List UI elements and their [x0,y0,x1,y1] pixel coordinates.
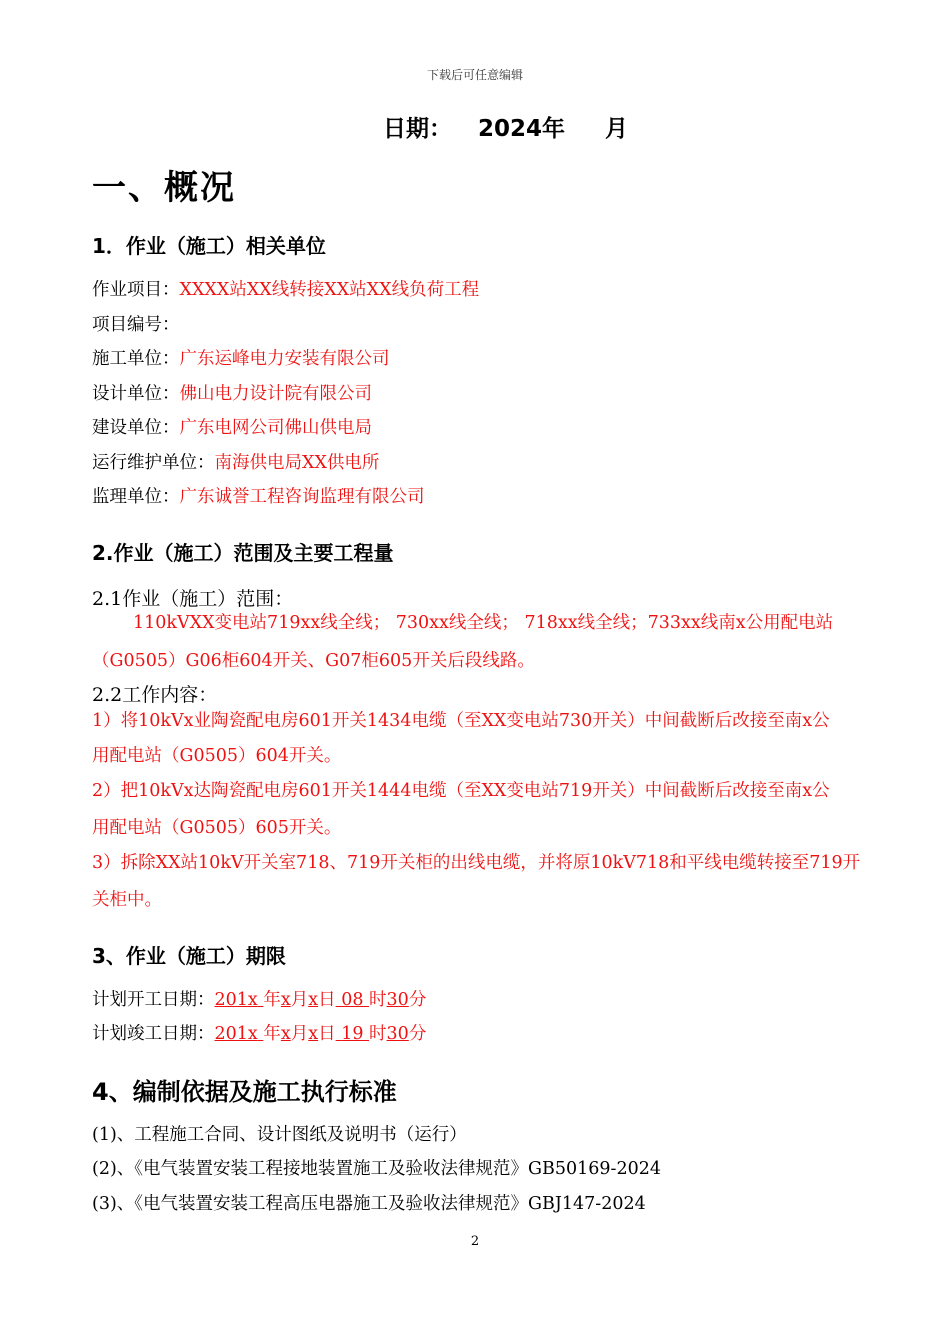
date-label: 日期： [383,116,452,142]
info-value: 南海供电局XX供电所 [214,453,380,473]
work-content-title: 2.2工作内容： [92,684,218,706]
info-label: 项目编号： [92,315,180,335]
standard-item-3: (3)、《电气装置安装工程高压电器施工及验收法律规范》GBJ147-2024 [92,1194,646,1214]
standard-item-2: (2)、《电气装置安装工程接地装置施工及验收法律规范》GB50169-2024 [92,1159,661,1179]
start-day-unit: 日 [318,990,336,1010]
info-label: 运行维护单位： [92,453,215,473]
standard-item-1: (1)、工程施工合同、设计图纸及说明书（运行） [92,1125,467,1145]
scope-title: 2.1作业（施工）范围： [92,588,294,610]
planned-start-date [92,986,426,1011]
info-value: 广东电网公司佛山供电局 [179,418,372,438]
section-4-title: 4、编制依据及施工执行标准 [92,1078,397,1106]
end-day: x [308,1024,319,1044]
info-row-construction-unit [92,345,390,370]
end-minute-unit: 分 [408,1024,427,1044]
scope-line-2: （G0505）G06柜604开关、G07柜605开关后段线路。 [92,651,535,671]
planned-end-date [92,1020,426,1045]
section-3-title: 3、作业（施工）期限 [92,944,286,968]
date-field-label: 计划竣工日期： [92,1024,215,1044]
end-hour: 19 [341,1024,364,1044]
scope-line-1: 110kVXX变电站719xx线全线； 730xx线全线； 718xx线全线；733xx线南x公用配电站 [133,613,834,633]
section-1-title: 一、概况 [92,168,236,208]
start-minute: 30 [386,990,409,1010]
info-label: 施工单位： [92,349,180,369]
date-month: 月 [605,116,629,142]
end-month: x [280,1024,291,1044]
info-row-project-number [92,311,180,336]
section-1-1-title: 1．作业（施工）相关单位 [92,234,326,258]
info-row-design-unit [92,380,372,405]
start-hour-unit: 时 [369,990,387,1010]
section-2-title: 2.作业（施工）范围及主要工程量 [92,541,394,565]
start-day: x [308,990,319,1010]
work-item-3-line-2: 关柜中。 [92,890,162,910]
date-year: 2024年 [478,116,566,142]
header-note: 下载后可任意编辑 [426,68,523,82]
info-row-owner-unit [92,414,372,439]
end-day-unit: 日 [318,1024,336,1044]
info-value: 佛山电力设计院有限公司 [179,384,372,404]
end-year-unit: 年 [263,1024,281,1044]
work-item-2-line-1: 2）把10kVx达陶瓷配电房601开关1444电缆（至XX变电站719开关）中间截断后改接至南x公 [92,781,830,801]
date-field-label: 计划开工日期： [92,990,215,1010]
start-year: 201x [214,990,258,1010]
info-label: 建设单位： [92,418,180,438]
end-month-unit: 月 [290,1024,309,1044]
end-year: 201x [214,1024,258,1044]
info-value: 广东运峰电力安装有限公司 [179,349,390,369]
start-minute-unit: 分 [408,990,427,1010]
start-month: x [280,990,291,1010]
work-item-1-line-1: 1）将10kVx业陶瓷配电房601开关1434电缆（至XX变电站730开关）中间截断后改接至南x公 [92,711,830,731]
info-value: XXXX站XX线转接XX站XX线负荷工程 [179,280,480,300]
info-label: 设计单位： [92,384,180,404]
info-row-maintenance-unit [92,449,379,474]
info-label: 监理单位： [92,487,180,507]
date-line [383,110,628,143]
page-number: 2 [470,1234,480,1249]
start-month-unit: 月 [290,990,309,1010]
info-value: 广东诚誉工程咨询监理有限公司 [179,487,425,507]
info-label: 作业项目： [92,280,180,300]
work-item-2-line-2: 用配电站（G0505）605开关。 [92,818,342,838]
info-row-project [92,276,479,301]
end-hour-unit: 时 [369,1024,387,1044]
start-hour: 08 [341,990,364,1010]
work-item-1-line-2: 用配电站（G0505）604开关。 [92,746,342,766]
start-year-unit: 年 [263,990,281,1010]
info-row-supervision-unit [92,483,425,508]
work-item-3-line-1: 3）拆除XX站10kV开关室718、719开关柜的出线电缆，并将原10kV718和平线电缆转接至719开 [92,853,861,873]
end-minute: 30 [386,1024,409,1044]
